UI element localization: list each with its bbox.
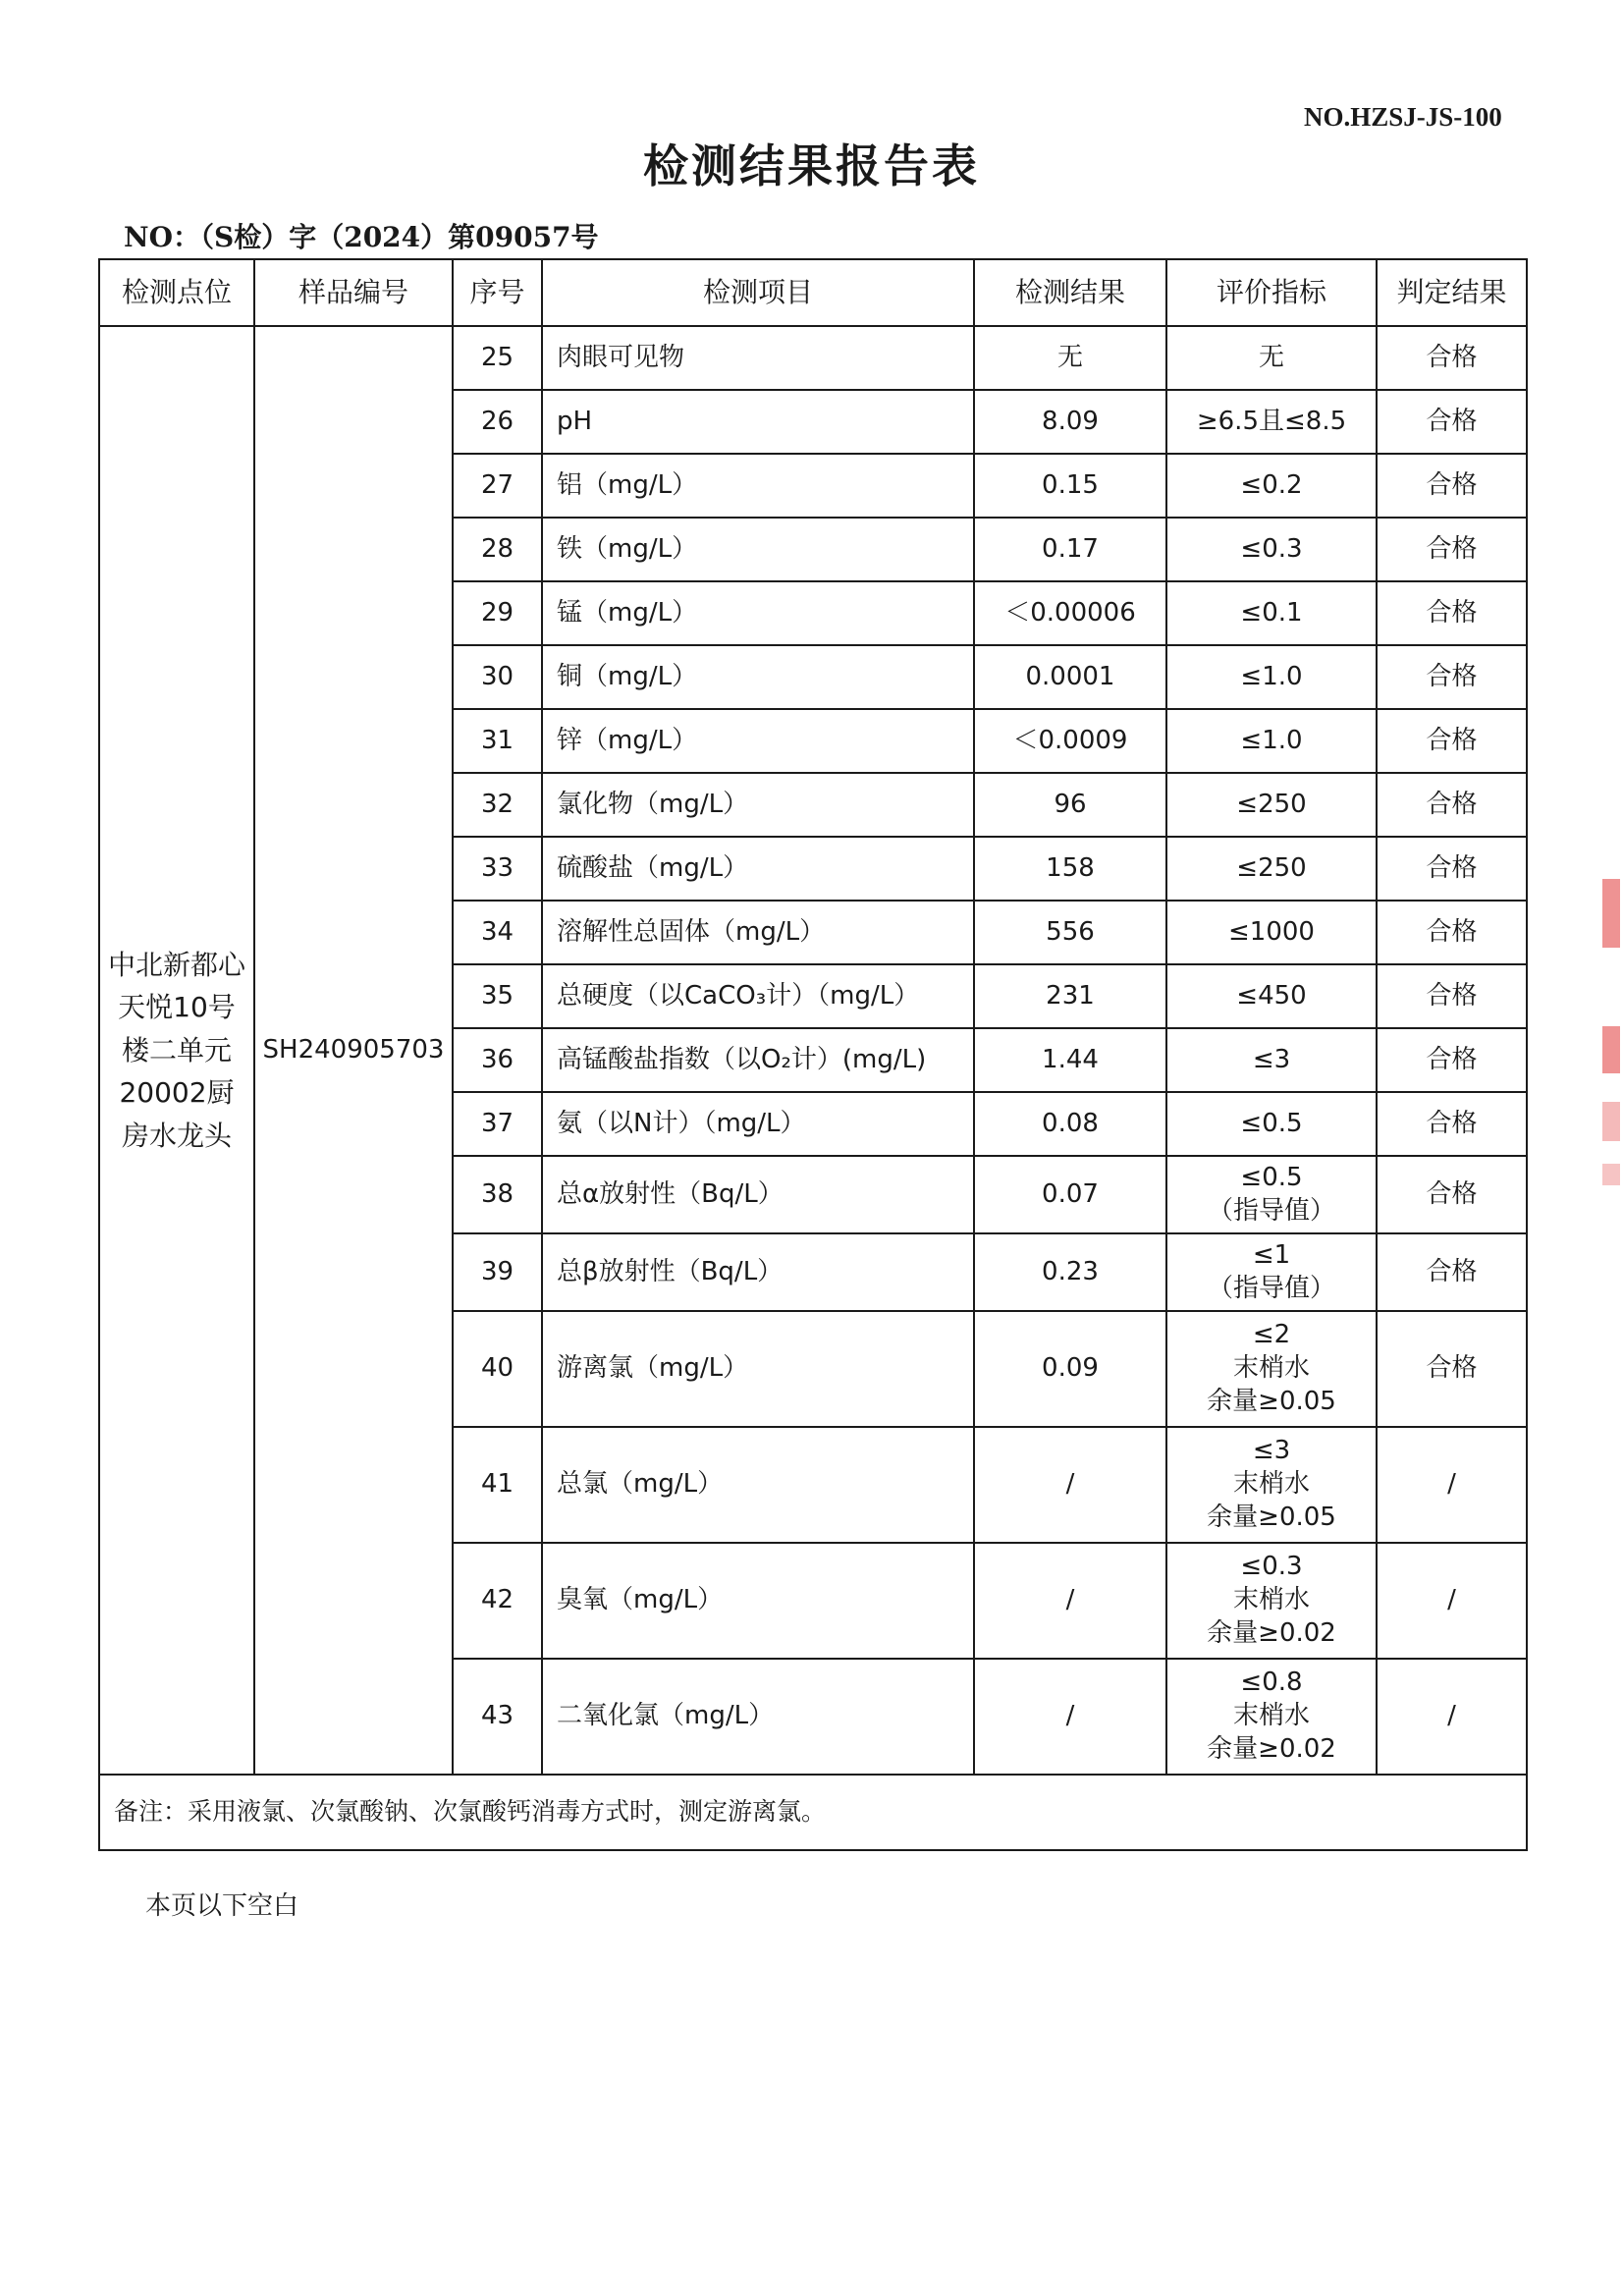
verdict-cell: 合格 xyxy=(1377,326,1527,390)
verdict-cell: 合格 xyxy=(1377,1028,1527,1092)
result-cell: 0.07 xyxy=(974,1156,1166,1233)
result-cell: 1.44 xyxy=(974,1028,1166,1092)
seq-cell: 38 xyxy=(453,1156,542,1233)
standard-cell xyxy=(1166,1311,1377,1427)
verdict-cell: 合格 xyxy=(1377,518,1527,581)
result-cell: 0.15 xyxy=(974,454,1166,518)
seq-cell: 36 xyxy=(453,1028,542,1092)
standard-cell xyxy=(1166,709,1377,773)
standard-cell xyxy=(1166,901,1377,964)
standard-line: 末梢水 xyxy=(1232,1701,1310,1731)
standard-cell xyxy=(1166,964,1377,1028)
item-cell: 肉眼可见物 xyxy=(542,326,974,390)
standard-line: ≤0.2 xyxy=(1240,469,1303,500)
result-cell: 0.08 xyxy=(974,1092,1166,1156)
seq-cell: 31 xyxy=(453,709,542,773)
table-row xyxy=(99,326,1527,390)
standard-cell xyxy=(1166,1156,1377,1233)
result-cell: / xyxy=(974,1543,1166,1659)
standard-line: 余量≥0.02 xyxy=(1207,1617,1336,1648)
standard-cell xyxy=(1166,581,1377,645)
standard-line: ≤450 xyxy=(1236,980,1307,1011)
sample-id-cell: SH240905703 xyxy=(254,326,453,1775)
standard-line: 末梢水 xyxy=(1232,1585,1310,1615)
standard-cell xyxy=(1166,518,1377,581)
standard-cell xyxy=(1166,645,1377,709)
seq-cell: 27 xyxy=(453,454,542,518)
item-cell: 锰（mg/L） xyxy=(542,581,974,645)
standard-line: ≤3 xyxy=(1252,1436,1291,1466)
note-text: 备注：采用液氯、次氯酸钠、次氯酸钙消毒方式时，测定游离氯。 xyxy=(99,1775,1527,1850)
header-item: 检测项目 xyxy=(542,259,974,326)
item-cell: 总α放射性（Bq/L） xyxy=(542,1156,974,1233)
seq-cell: 30 xyxy=(453,645,542,709)
item-cell: 铝（mg/L） xyxy=(542,454,974,518)
seq-cell: 42 xyxy=(453,1543,542,1659)
verdict-cell: 合格 xyxy=(1377,901,1527,964)
result-cell: 0.0001 xyxy=(974,645,1166,709)
standard-line: ≤2 xyxy=(1252,1320,1291,1350)
standard-line: ≤1.0 xyxy=(1240,725,1303,755)
table-body xyxy=(99,326,1527,1775)
verdict-cell: 合格 xyxy=(1377,390,1527,454)
item-cell: 总硬度（以CaCO₃计）（mg/L） xyxy=(542,964,974,1028)
item-cell: 锌（mg/L） xyxy=(542,709,974,773)
item-cell: 臭氧（mg/L） xyxy=(542,1543,974,1659)
seq-cell: 40 xyxy=(453,1311,542,1427)
result-cell: 556 xyxy=(974,901,1166,964)
verdict-cell: 合格 xyxy=(1377,645,1527,709)
result-cell: 96 xyxy=(974,773,1166,837)
standard-line: ≤0.8 xyxy=(1240,1667,1303,1698)
result-cell: 无 xyxy=(974,326,1166,390)
header-standard: 评价指标 xyxy=(1166,259,1377,326)
header-result: 检测结果 xyxy=(974,259,1166,326)
site-cell: 中北新都心天悦10号楼二单元20002厨房水龙头 xyxy=(99,326,254,1775)
verdict-cell: 合格 xyxy=(1377,964,1527,1028)
standard-line: ≥6.5且≤8.5 xyxy=(1196,406,1347,436)
standard-line: （指导值） xyxy=(1207,1195,1335,1226)
standard-line: ≤0.1 xyxy=(1240,597,1303,628)
seq-cell: 41 xyxy=(453,1427,542,1543)
standard-line: 无 xyxy=(1258,342,1284,372)
item-cell: 氨（以N计）（mg/L） xyxy=(542,1092,974,1156)
seq-cell: 29 xyxy=(453,581,542,645)
result-cell: 8.09 xyxy=(974,390,1166,454)
item-cell: 溶解性总固体（mg/L） xyxy=(542,901,974,964)
header-site: 检测点位 xyxy=(99,259,254,326)
standard-line: ≤3 xyxy=(1252,1044,1291,1074)
standard-cell xyxy=(1166,1028,1377,1092)
note-row xyxy=(99,1775,1527,1850)
verdict-cell: 合格 xyxy=(1377,773,1527,837)
seq-cell: 39 xyxy=(453,1233,542,1311)
standard-line: ≤0.5 xyxy=(1240,1162,1303,1192)
results-table xyxy=(98,258,1528,1851)
verdict-cell: 合格 xyxy=(1377,1156,1527,1233)
standard-cell xyxy=(1166,1092,1377,1156)
verdict-cell: 合格 xyxy=(1377,1092,1527,1156)
standard-line: 余量≥0.02 xyxy=(1207,1733,1336,1764)
result-cell: 231 xyxy=(974,964,1166,1028)
standard-cell xyxy=(1166,1543,1377,1659)
verdict-cell: / xyxy=(1377,1543,1527,1659)
header-sample: 样品编号 xyxy=(254,259,453,326)
standard-line: ≤250 xyxy=(1236,852,1307,883)
standard-cell xyxy=(1166,837,1377,901)
report-number: NO：（S检）字（2024）第09057号 xyxy=(124,221,599,253)
result-cell: 158 xyxy=(974,837,1166,901)
standard-line: ≤1.0 xyxy=(1240,661,1303,691)
seq-cell: 37 xyxy=(453,1092,542,1156)
item-cell: 铁（mg/L） xyxy=(542,518,974,581)
standard-line: 余量≥0.05 xyxy=(1207,1386,1336,1416)
standard-line: ≤1 xyxy=(1252,1239,1291,1270)
verdict-cell: 合格 xyxy=(1377,1311,1527,1427)
seq-cell: 25 xyxy=(453,326,542,390)
seq-cell: 35 xyxy=(453,964,542,1028)
item-cell: pH xyxy=(542,390,974,454)
header-verdict: 判定结果 xyxy=(1377,259,1527,326)
verdict-cell: / xyxy=(1377,1659,1527,1775)
header-seq: 序号 xyxy=(453,259,542,326)
standard-line: 余量≥0.05 xyxy=(1207,1502,1336,1532)
seq-cell: 32 xyxy=(453,773,542,837)
result-cell: ＜0.0009 xyxy=(974,709,1166,773)
item-cell: 二氧化氯（mg/L） xyxy=(542,1659,974,1775)
item-cell: 高锰酸盐指数（以O₂计）(mg/L) xyxy=(542,1028,974,1092)
seal-stamp-fragment xyxy=(1602,879,1620,948)
item-cell: 铜（mg/L） xyxy=(542,645,974,709)
standard-cell xyxy=(1166,1659,1377,1775)
seq-cell: 43 xyxy=(453,1659,542,1775)
standard-line: 末梢水 xyxy=(1232,1469,1310,1500)
standard-cell xyxy=(1166,1233,1377,1311)
seal-stamp-fragment xyxy=(1602,1164,1620,1185)
standard-line: （指导值） xyxy=(1207,1273,1335,1303)
verdict-cell: 合格 xyxy=(1377,1233,1527,1311)
standard-cell xyxy=(1166,454,1377,518)
standard-cell xyxy=(1166,390,1377,454)
item-cell: 总β放射性（Bq/L） xyxy=(542,1233,974,1311)
page-title: 检测结果报告表 xyxy=(643,139,980,192)
verdict-cell: 合格 xyxy=(1377,581,1527,645)
standard-line: ≤0.3 xyxy=(1240,533,1303,564)
seal-stamp-fragment xyxy=(1602,1026,1620,1073)
result-cell: / xyxy=(974,1427,1166,1543)
blank-below-note: 本页以下空白 xyxy=(145,1891,299,1921)
standard-cell xyxy=(1166,1427,1377,1543)
item-cell: 硫酸盐（mg/L） xyxy=(542,837,974,901)
result-cell: ＜0.00006 xyxy=(974,581,1166,645)
standard-line: ≤0.3 xyxy=(1240,1552,1303,1582)
verdict-cell: 合格 xyxy=(1377,454,1527,518)
verdict-cell: 合格 xyxy=(1377,837,1527,901)
standard-cell xyxy=(1166,773,1377,837)
standard-line: ≤250 xyxy=(1236,789,1307,819)
standard-line: 末梢水 xyxy=(1232,1353,1310,1384)
result-cell: 0.17 xyxy=(974,518,1166,581)
standard-cell xyxy=(1166,326,1377,390)
verdict-cell: 合格 xyxy=(1377,709,1527,773)
standard-line: ≤0.5 xyxy=(1240,1108,1303,1138)
table-header-row xyxy=(99,259,1527,326)
result-cell: 0.09 xyxy=(974,1311,1166,1427)
form-number: NO.HZSJ-JS-100 xyxy=(1304,102,1502,132)
seq-cell: 26 xyxy=(453,390,542,454)
seq-cell: 34 xyxy=(453,901,542,964)
item-cell: 氯化物（mg/L） xyxy=(542,773,974,837)
seq-cell: 28 xyxy=(453,518,542,581)
standard-line: ≤1000 xyxy=(1228,916,1315,947)
item-cell: 总氯（mg/L） xyxy=(542,1427,974,1543)
result-cell: / xyxy=(974,1659,1166,1775)
verdict-cell: / xyxy=(1377,1427,1527,1543)
result-cell: 0.23 xyxy=(974,1233,1166,1311)
item-cell: 游离氯（mg/L） xyxy=(542,1311,974,1427)
seal-stamp-fragment xyxy=(1602,1102,1620,1141)
seq-cell: 33 xyxy=(453,837,542,901)
